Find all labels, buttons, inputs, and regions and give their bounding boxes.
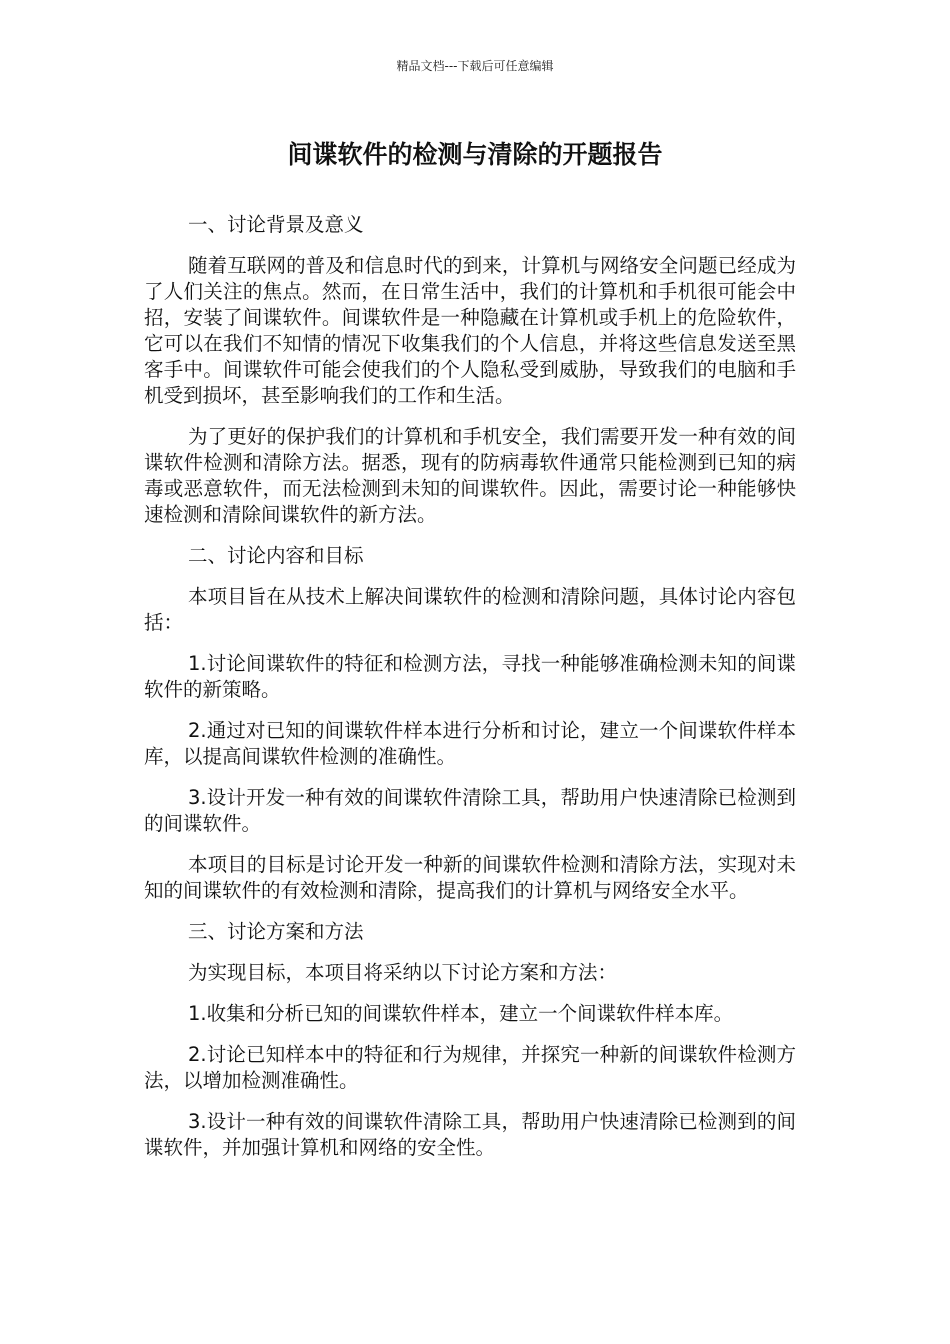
paragraph: 为实现目标，本项目将采纳以下讨论方案和方法： xyxy=(188,961,618,984)
paragraph: 为了更好的保护我们的计算机和手机安全，我们需要开发一种有效的间谍软件检测和清除方法。据悉，现有的防病毒软件通常只能检测到已知的病毒或恶意软件，而无法检测到未知的间谍软件。因此，需要讨论一种能够快速检测和清除间谍软件的新方法。 xyxy=(144,425,796,526)
document-title: 间谍软件的检测与清除的开题报告 xyxy=(287,140,663,169)
list-item: 2.讨论已知样本中的特征和行为规律，并探究一种新的间谍软件检测方法，以增加检测准确性。 xyxy=(144,1043,796,1092)
page-header: 精品文档---下载后可任意编辑 xyxy=(396,59,554,73)
paragraph: 本项目的目标是讨论开发一种新的间谍软件检测和清除方法，实现对未知的间谍软件的有效检测和清除，提高我们的计算机与网络安全水平。 xyxy=(144,853,796,902)
document-body xyxy=(144,212,796,1176)
section-heading-plan-methods: 三、讨论方案和方法 xyxy=(188,920,364,943)
paragraph: 本项目旨在从技术上解决间谍软件的检测和清除问题，具体讨论内容包括： xyxy=(144,585,796,634)
list-item: 1.讨论间谍软件的特征和检测方法，寻找一种能够准确检测未知的间谍软件的新策略。 xyxy=(144,652,796,701)
list-item: 3.设计一种有效的间谍软件清除工具，帮助用户快速清除已检测到的间谍软件，并加强计算机和网络的安全性。 xyxy=(144,1110,796,1159)
paragraph: 随着互联网的普及和信息时代的到来，计算机与网络安全问题已经成为了人们关注的焦点。然而，在日常生活中，我们的计算机和手机很可能会中招，安装了间谍软件。间谍软件是一种隐藏在计算机或手机上的危险软件，它可以在我们不知情的情况下收集我们的个人信息，并将这些信息发送至黑客手中。间谍软件可能会使我们的个人隐私受到威胁，导致我们的电脑和手机受到损坏，甚至影响我们的工作和生活。 xyxy=(144,254,796,407)
section-heading-content-goals: 二、讨论内容和目标 xyxy=(188,544,364,567)
section-heading-background: 一、讨论背景及意义 xyxy=(188,213,364,236)
list-item: 2.通过对已知的间谍软件样本进行分析和讨论，建立一个间谍软件样本库，以提高间谍软件检测的准确性。 xyxy=(144,719,796,768)
list-item: 1.收集和分析已知的间谍软件样本，建立一个间谍软件样本库。 xyxy=(188,1002,734,1025)
list-item: 3.设计开发一种有效的间谍软件清除工具，帮助用户快速清除已检测到的间谍软件。 xyxy=(144,786,796,835)
